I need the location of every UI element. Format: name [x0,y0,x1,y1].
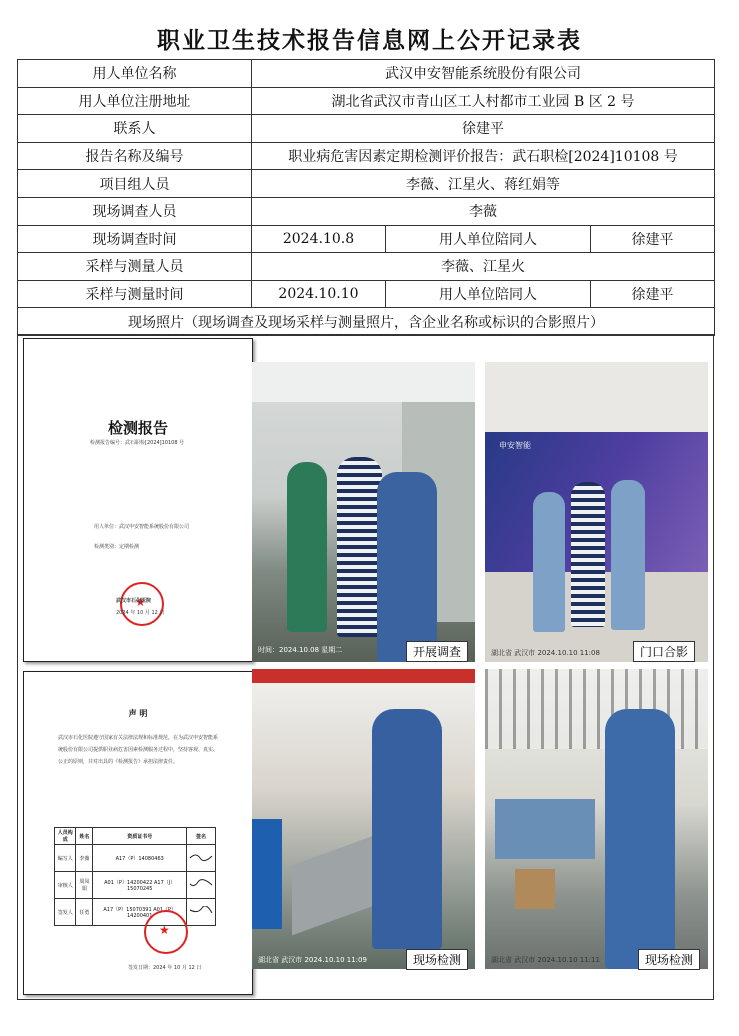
photo-caption: 门口合影 [633,641,695,662]
seal-icon [144,910,188,954]
photo-caption: 开展调查 [406,641,468,662]
survey-escort-label: 用人单位陪同人 [386,225,591,253]
employer-name-value: 武汉申安智能系统股份有限公司 [252,60,715,88]
signature-cell [186,845,215,872]
photos-label: 现场照片（现场调查及现场采样与测量照片，含企业名称或标识的合影照片） [18,308,715,336]
survey-staff-label: 现场调查人员 [18,197,252,225]
photo-timestamp: 时间：2024.10.08 星期二 [258,646,343,654]
sampling-escort-value: 徐建平 [591,280,715,308]
employer-name-label: 用人单位名称 [18,60,252,88]
cover-seal-text: 武汉市石化医院 [116,598,152,604]
statement-body: 武汉市石化医院遵守国家有关法律法规和标准规范，在为武汉申安智能系统股份有限公司提供职业病危害因素检测服务过程中，坚持客观、真实、公正的原则，并对出具的《检测报告》承担法律责任。 [58,735,219,765]
field-measurement-photo [252,669,475,969]
sampling-escort-label: 用人单位陪同人 [386,280,591,308]
group-photo [485,362,708,662]
cert-cell: A01（P）14200422 A17（J）15070245 [93,872,187,899]
team-label: 项目组人员 [18,170,252,198]
contact-label: 联系人 [18,115,252,143]
photo-timestamp: 湖北省 武汉市 2024.10.10 11:08 [491,649,600,657]
address-value: 湖北省武汉市青山区工人村都市工业园 B 区 2 号 [252,87,715,115]
photo-timestamp: 湖北省 武汉市 2024.10.10 11:11 [491,956,600,964]
statement-date: 签发日期：2024 年 10 月 12 日 [128,965,202,971]
seal-icon [120,582,164,626]
sampling-staff-value: 李薇、江星火 [252,253,715,281]
header-cell: 人员构成 [55,828,76,845]
header-cell: 签名 [186,828,215,845]
field-measurement-photo [485,669,708,969]
photo-section [17,334,714,1000]
table-row [18,115,715,143]
signature-cell [186,899,215,926]
report-value: 职业病危害因素定期检测评价报告：武石职检[2024]10108 号 [252,142,715,170]
team-value: 李薇、江星火、蒋红娟等 [252,170,715,198]
role-cell: 签发人 [55,899,76,926]
sampling-time-value: 2024.10.10 [252,280,386,308]
role-cell: 审核人 [55,872,76,899]
header-cell: 姓名 [76,828,93,845]
survey-time-label: 现场调查时间 [18,225,252,253]
signature-table [54,827,216,926]
signature-cell [186,872,215,899]
photo-timestamp: 湖北省 武汉市 2024.10.10 11:09 [258,956,367,964]
cover-type: 检测类别：定期检测 [94,544,140,550]
table-row [18,170,715,198]
table-row [18,87,715,115]
table-row [18,142,715,170]
table-row [18,60,715,88]
name-cell: 任勇 [76,899,93,926]
role-cell: 编写人 [55,845,76,872]
report-cover-scan [23,338,253,662]
header-cell: 资质证书号 [93,828,187,845]
table-row [55,872,216,899]
contact-value: 徐建平 [252,115,715,143]
cert-cell: A17（P）14080463 [93,845,187,872]
table-row [18,253,715,281]
sampling-staff-label: 采样与测量人员 [18,253,252,281]
cover-title: 检测报告 [107,419,168,437]
survey-staff-value: 李薇 [252,197,715,225]
report-label: 报告名称及编号 [18,142,252,170]
page-title: 职业卫生技术报告信息网上公开记录表 [157,28,582,54]
statement-scan [23,671,253,995]
name-cell: 李薇 [76,845,93,872]
banner-brand: 申安智能 [499,441,531,450]
survey-escort-value: 徐建平 [591,225,715,253]
table-row [55,845,216,872]
table-row [18,280,715,308]
info-table [17,59,715,336]
table-row [55,899,216,926]
photo-caption: 现场检测 [638,949,700,970]
table-row [18,197,715,225]
cover-report-no: 检测报告编号：武石职检[2024]10108 号 [90,440,185,446]
cert-cell: A17（P）15070391 A01（P）14200401 [93,899,187,926]
cover-date: 2024 年 10 月 12 日 [116,610,165,616]
cover-employer: 用人单位：武汉申安智能系统股份有限公司 [94,524,190,530]
name-cell: 周凤娟 [76,872,93,899]
address-label: 用人单位注册地址 [18,87,252,115]
site-survey-photo [252,362,475,662]
table-row [18,225,715,253]
sampling-time-label: 采样与测量时间 [18,280,252,308]
table-row [55,828,216,845]
survey-time-value: 2024.10.8 [252,225,386,253]
table-row [18,308,715,336]
statement-title: 声 明 [128,708,148,718]
photo-caption: 现场检测 [406,949,468,970]
